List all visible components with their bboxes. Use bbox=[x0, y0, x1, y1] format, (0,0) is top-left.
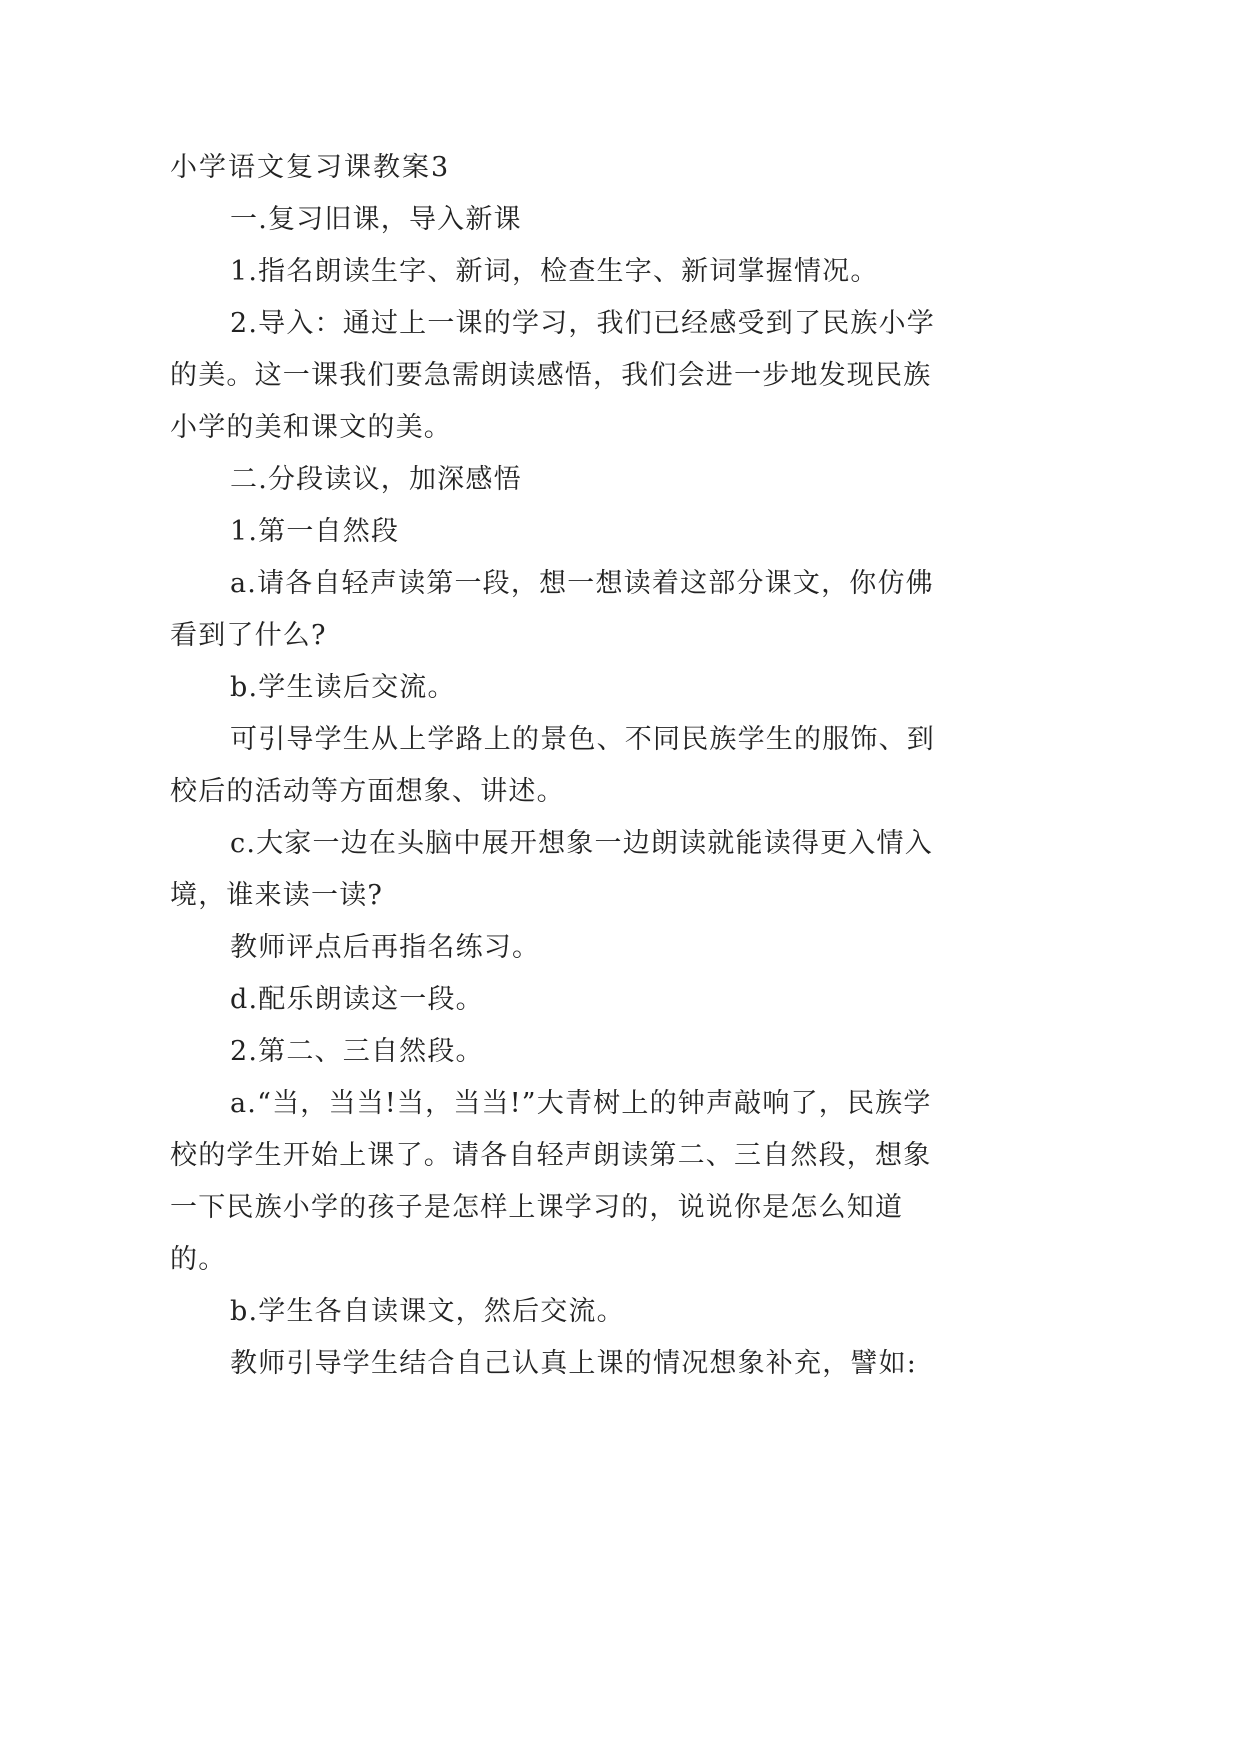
paragraph: 2.导入：通过上一课的学习，我们已经感受到了民族小学的美。这一课我们要急需朗读感悟，我们会进一步地发现民族小学的美和课文的美。 bbox=[170, 308, 935, 443]
paragraph: 1.指名朗读生字、新词，检查生字、新词掌握情况。 bbox=[230, 256, 879, 287]
paragraph: 教师引导学生结合自己认真上课的情况想象补充，譬如: bbox=[230, 1348, 918, 1379]
paragraph: a.“当，当当!当，当当!”大青树上的钟声敲响了，民族学校的学生开始上课了。请各自轻声朗读第二、三自然段，想象一下民族小学的孩子是怎样上课学习的，说说你是怎么知道的。 bbox=[170, 1088, 932, 1275]
paragraph: b.学生读后交流。 bbox=[230, 672, 456, 703]
paragraph: 教师评点后再指名练习。 bbox=[230, 932, 541, 963]
paragraph: c.大家一边在头脑中展开想象一边朗读就能读得更入情入境，谁来读一读? bbox=[170, 828, 933, 911]
paragraph: d.配乐朗读这一段。 bbox=[230, 984, 484, 1015]
document-title: 小学语文复习课教案3 bbox=[170, 152, 451, 183]
subsection-heading: 1.第一自然段 bbox=[230, 516, 400, 547]
paragraph: b.学生各自读课文，然后交流。 bbox=[230, 1296, 625, 1327]
paragraph: 可引导学生从上学路上的景色、不同民族学生的服饰、到校后的活动等方面想象、讲述。 bbox=[170, 724, 935, 807]
section-heading-reading: 二.分段读议，加深感悟 bbox=[230, 464, 522, 495]
section-heading-review: 一.复习旧课，导入新课 bbox=[230, 204, 522, 235]
subsection-heading: 2.第二、三自然段。 bbox=[230, 1036, 484, 1067]
document-body bbox=[170, 194, 945, 1390]
paragraph: a.请各自轻声读第一段，想一想读着这部分课文，你仿佛看到了什么? bbox=[170, 568, 934, 651]
